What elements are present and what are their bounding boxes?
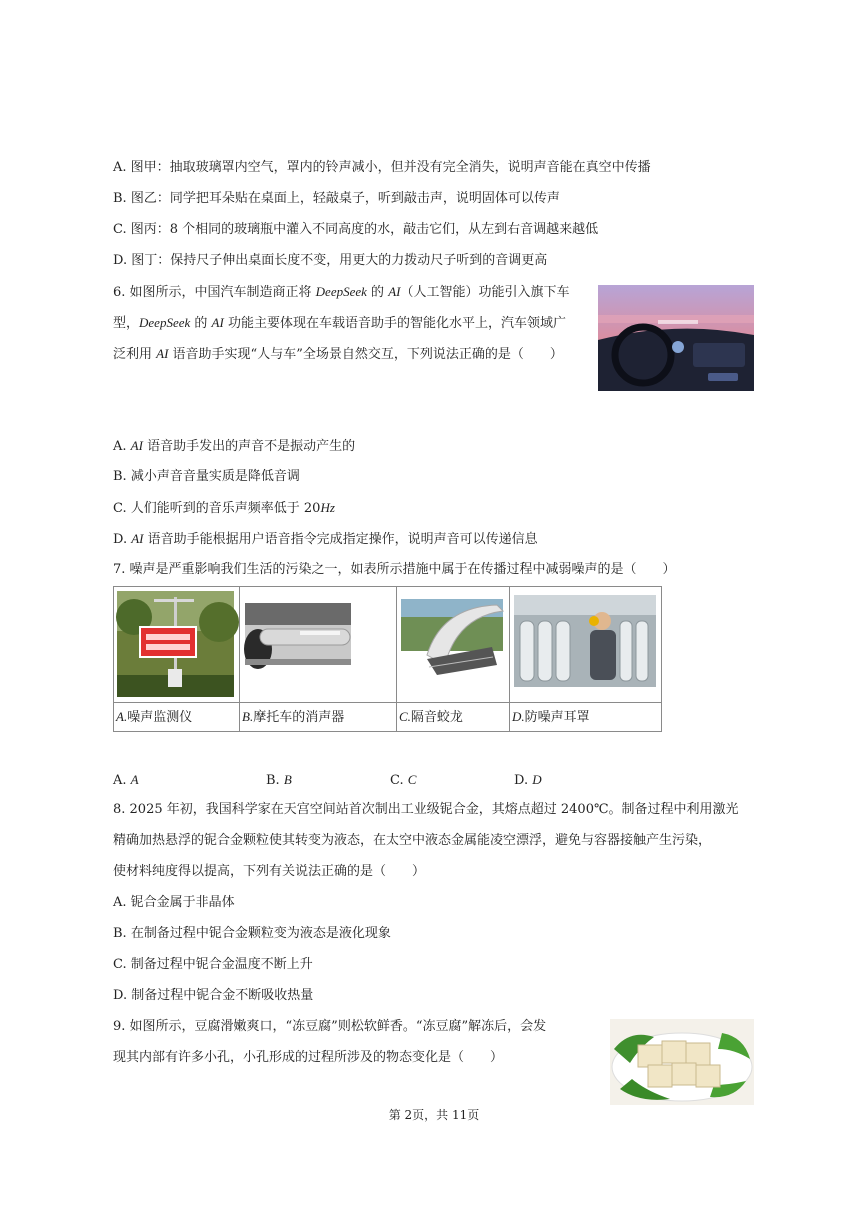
q6-option-c: C. 人们能听到的音乐声频率低于 20Hz (113, 500, 335, 516)
q7-answer-d: D. D (514, 772, 542, 788)
q6-stem-line-2: 型，DeepSeek 的 AI 功能主要体现在车载语音助手的智能化水平上，汽车领域广 (113, 315, 566, 331)
page-number-footer: 第 2页，共 11页 (388, 1108, 480, 1122)
car-ai-voice-assistant-image (598, 285, 754, 391)
q8-option-b: B. 在制备过程中铌合金颗粒变为液态是液化现象 (113, 926, 391, 941)
q5-option-a: A. 图甲：抽取玻璃罩内空气，罩内的铃声减小，但并没有完全消失，说明声音能在真空中传播 (113, 160, 651, 175)
noise-monitor-image (114, 587, 239, 702)
q8-option-d: D. 制备过程中铌合金不断吸收热量 (113, 988, 314, 1003)
q7-caption-d: D.防噪声耳罩 (510, 702, 661, 731)
q8-stem-line-1: 8. 2025 年初，我国科学家在天宫空间站首次制出工业级铌合金，其熔点超过 2400℃。制备过程中利用激光 (113, 802, 739, 817)
q8-stem-line-3: 使材料纯度得以提高，下列有关说法正确的是（ ） (113, 864, 426, 879)
q7-answer-b: B. B (266, 772, 292, 788)
q6-option-d: D. AI 语音助手能根据用户语音指令完成指定操作，说明声音可以传递信息 (113, 531, 538, 547)
frozen-tofu-image (610, 1019, 754, 1105)
q8-option-c: C. 制备过程中铌合金温度不断上升 (113, 957, 313, 972)
q7-stem: 7. 噪声是严重影响我们生活的污染之一，如表所示措施中属于在传播过程中减弱噪声的是（ ） (113, 562, 676, 577)
q7-answer-c: C. C (390, 772, 417, 788)
q7-answer-a: A. A (113, 772, 139, 788)
q5-option-d: D. 图丁：保持尺子伸出桌面长度不变，用更大的力拨动尺子听到的音调更高 (113, 253, 548, 268)
q7-image-cell-d (510, 587, 662, 732)
noise-earmuff-worker-image (510, 587, 661, 702)
q7-image-cell-b (240, 587, 397, 732)
q7-options-table (113, 586, 662, 732)
q7-caption-a: A.噪声监测仪 (114, 702, 239, 731)
q7-image-cell-a (114, 587, 240, 732)
q6-option-b: B. 减小声音音量实质是降低音调 (113, 469, 300, 484)
q6-option-a: A. AI 语音助手发出的声音不是振动产生的 (113, 438, 356, 454)
q6-stem-line-1: 6. 如图所示，中国汽车制造商正将 DeepSeek 的 AI（人工智能）功能引入旗下车 (113, 284, 570, 300)
motorcycle-muffler-image (240, 587, 396, 702)
q7-caption-c: C.隔音蛟龙 (397, 702, 509, 731)
q9-stem-line-2: 现其内部有许多小孔，小孔形成的过程所涉及的物态变化是（ ） (113, 1050, 504, 1065)
q7-caption-b: B.摩托车的消声器 (240, 702, 396, 731)
q7-image-cell-c (397, 587, 510, 732)
q6-stem-line-3: 泛利用 AI 语音助手实现“人与车”全场景自然交互，下列说法正确的是（ ） (113, 346, 563, 362)
q8-stem-line-2: 精确加热悬浮的铌合金颗粒使其转变为液态，在太空中液态金属能凌空漂浮，避免与容器接触产生污染， (113, 833, 712, 848)
q9-stem-line-1: 9. 如图所示，豆腐滑嫩爽口，“冻豆腐”则松软鲜香。“冻豆腐”解冻后，会发 (113, 1019, 547, 1034)
noise-barrier-tunnel-image (397, 587, 509, 702)
q8-option-a: A. 铌合金属于非晶体 (113, 895, 235, 910)
q5-option-c: C. 图丙：8 个相同的玻璃瓶中灌入不同高度的水，敲击它们，从左到右音调越来越低 (113, 222, 599, 237)
q5-option-b: B. 图乙：同学把耳朵贴在桌面上，轻敲桌子，听到敲击声，说明固体可以传声 (113, 191, 560, 206)
